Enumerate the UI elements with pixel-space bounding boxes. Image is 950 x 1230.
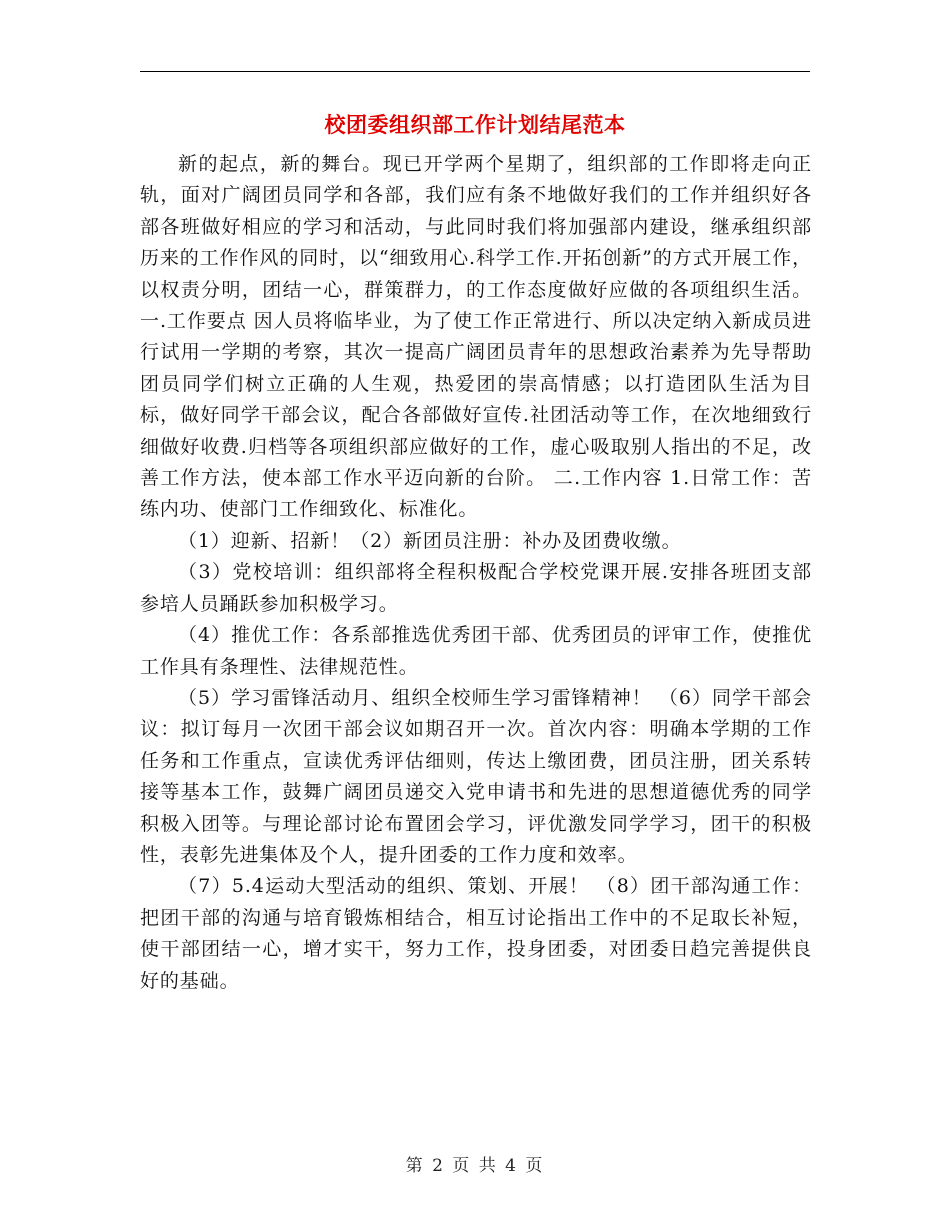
page-number-footer: 第 2 页 共 4 页: [405, 1156, 545, 1176]
paragraph-item-1-2: （1）迎新、招新！（2）新团员注册：补办及团费收缴。: [178, 529, 682, 552]
paragraph-item-7-8: （7）5.4运动大型活动的组织、策划、开展！ （8）团干部沟通工作：把团干部的沟通与培育锻炼相结合，相互讨论指出工作中的不足取长补短，使干部团结一心，增才实干，努力工作，投身团委，对团委日趋完善提供良好的基础。: [140, 875, 812, 992]
paragraph-item-3: （3）党校培训：组织部将全程积极配合学校党课开展.安排各班团支部参培人员踊跃参加积极学习。: [140, 561, 812, 615]
paragraph-item-5-6: （5）学习雷锋活动月、组织全校师生学习雷锋精神！ （6）同学干部会议：拟订每月一次团干部会议如期召开一次。首次内容：明确本学期的工作任务和工作重点，宣读优秀评估细则，传达上缴团费，团员注册，团关系转接等基本工作，鼓舞广阔团员递交入党申请书和先进的思想道德优秀的同学积极入团等。与理论部讨论布置团会学习，评优激发同学学习，团干的积极性，表彰先进集体及个人，提升团委的工作力度和效率。: [140, 686, 812, 866]
paragraph-item-4: （4）推优工作：各系部推选优秀团干部、优秀团员的评审工作，使推优工作具有条理性、法律规范性。: [140, 624, 812, 678]
document-body: [140, 149, 812, 997]
paragraph-intro: 新的起点，新的舞台。现已开学两个星期了，组织部的工作即将走向正轨，面对广阔团员同学和各部，我们应有条不地做好我们的工作并组织好各部各班做好相应的学习和活动，与此同时我们将加强部内建设，继承组织部历来的工作作风的同时，以“细致用心.科学工作.开拓创新”的方式开展工作，以权责分明，团结一心，群策群力，的工作态度做好应做的各项组织生活。 一.工作要点 因人员将临毕业，为了使工作正常进行、所以决定纳入新成员进行试用一学期的考察，其次一提高广阔团员青年的思想政治素养为先导帮助团员同学们树立正确的人生观，热爱团的崇高情感；以打造团队生活为目标，做好同学干部会议，配合各部做好宣传.社团活动等工作，在次地细致行细做好收费.归档等各项组织部应做好的工作，虚心吸取别人指出的不足，改善工作方法，使本部工作水平迈向新的台阶。 二.工作内容 1.日常工作：苦练内功、使部门工作细致化、标准化。: [140, 153, 812, 521]
document-title: 校团委组织部工作计划结尾范本: [324, 112, 626, 137]
header-rule: [140, 71, 810, 72]
